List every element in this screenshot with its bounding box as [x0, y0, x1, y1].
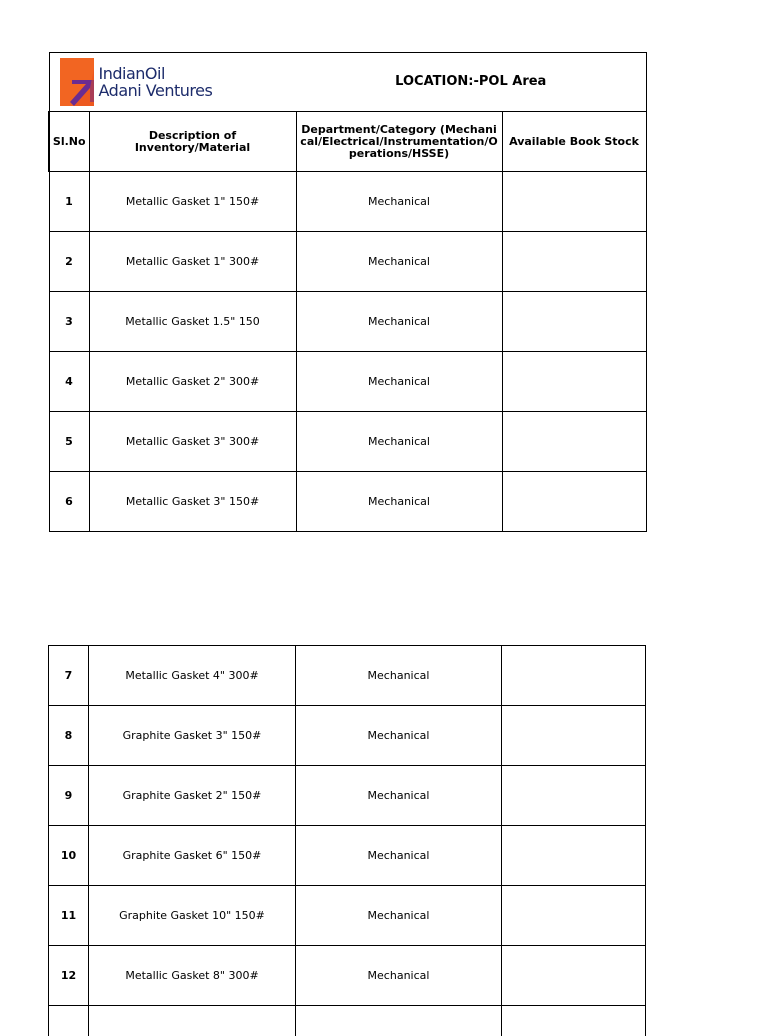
cell-slno: 11 [49, 886, 89, 946]
cell-slno: 12 [49, 946, 89, 1006]
location-title: LOCATION:-POL Area [296, 53, 646, 112]
cell-department: Mechanical [296, 232, 502, 292]
cell-description: Metallic Gasket 1" 150# [89, 172, 296, 232]
cell-department: Mechanical [296, 472, 502, 532]
cell-description: Metallic Gasket 1" 300# [89, 232, 296, 292]
table-row [49, 766, 646, 826]
cell-department: Mechanical [296, 292, 502, 352]
logo-wordmark [99, 65, 213, 99]
header-row [49, 112, 646, 172]
cell-description: Metallic Gasket 3" 300# [89, 412, 296, 472]
inventory-table-page-1 [48, 52, 647, 532]
company-logo [60, 58, 213, 106]
cell-description: Metallic Gasket 3" 150# [89, 472, 296, 532]
logo-line-1: IndianOil [99, 65, 213, 82]
cell-description: Metallic Gasket 1.5" 150 [89, 292, 296, 352]
table-row [49, 412, 646, 472]
cell-stock[interactable] [502, 412, 646, 472]
cell-slno: 5 [49, 412, 89, 472]
cell-department: Mechanical [296, 946, 502, 1006]
cell-slno [49, 1006, 89, 1036]
cell-slno: 3 [49, 292, 89, 352]
table-row [49, 292, 646, 352]
table-row [49, 886, 646, 946]
table-row-partial [49, 1006, 646, 1036]
cell-stock[interactable] [502, 472, 646, 532]
header-description: Description of Inventory/Material [89, 112, 296, 172]
cell-department: Mechanical [296, 412, 502, 472]
table-row [49, 472, 646, 532]
cell-description [89, 1006, 296, 1036]
cell-slno: 4 [49, 352, 89, 412]
inventory-sheet-continued [48, 645, 645, 1036]
header-slno: Sl.No [49, 112, 89, 172]
cell-slno: 7 [49, 646, 89, 706]
logo-cell [49, 53, 296, 112]
header-department: Department/Category (Mechanical/Electrical/Instrumentation/Operations/HSSE) [296, 112, 502, 172]
cell-slno: 1 [49, 172, 89, 232]
cell-description: Metallic Gasket 2" 300# [89, 352, 296, 412]
table-row [49, 232, 646, 292]
inventory-table-page-2 [48, 645, 646, 1036]
table-row [49, 172, 646, 232]
cell-description: Metallic Gasket 4" 300# [89, 646, 296, 706]
cell-stock[interactable] [502, 646, 646, 706]
cell-stock[interactable] [502, 826, 646, 886]
indianoil-logo-icon [60, 58, 94, 106]
header-stock: Available Book Stock [502, 112, 646, 172]
cell-description: Graphite Gasket 2" 150# [89, 766, 296, 826]
cell-stock[interactable] [502, 706, 646, 766]
cell-department: Mechanical [296, 886, 502, 946]
cell-description: Graphite Gasket 3" 150# [89, 706, 296, 766]
cell-department: Mechanical [296, 352, 502, 412]
cell-department: Mechanical [296, 646, 502, 706]
cell-slno: 8 [49, 706, 89, 766]
cell-stock[interactable] [502, 886, 646, 946]
table-row [49, 706, 646, 766]
cell-slno: 9 [49, 766, 89, 826]
cell-department [296, 1006, 502, 1036]
table-row [49, 826, 646, 886]
cell-stock[interactable] [502, 946, 646, 1006]
cell-stock[interactable] [502, 172, 646, 232]
inventory-sheet [48, 52, 645, 532]
cell-description: Metallic Gasket 8" 300# [89, 946, 296, 1006]
cell-description: Graphite Gasket 10" 150# [89, 886, 296, 946]
cell-stock[interactable] [502, 352, 646, 412]
table-row [49, 352, 646, 412]
cell-slno: 10 [49, 826, 89, 886]
cell-department: Mechanical [296, 706, 502, 766]
table-row [49, 946, 646, 1006]
cell-description: Graphite Gasket 6" 150# [89, 826, 296, 886]
cell-department: Mechanical [296, 172, 502, 232]
title-row [49, 53, 646, 112]
cell-stock[interactable] [502, 232, 646, 292]
cell-department: Mechanical [296, 826, 502, 886]
cell-stock[interactable] [502, 292, 646, 352]
cell-slno: 6 [49, 472, 89, 532]
cell-slno: 2 [49, 232, 89, 292]
cell-department: Mechanical [296, 766, 502, 826]
table-row [49, 646, 646, 706]
cell-stock[interactable] [502, 766, 646, 826]
cell-stock[interactable] [502, 1006, 646, 1036]
logo-line-2: Adani Ventures [99, 82, 213, 99]
